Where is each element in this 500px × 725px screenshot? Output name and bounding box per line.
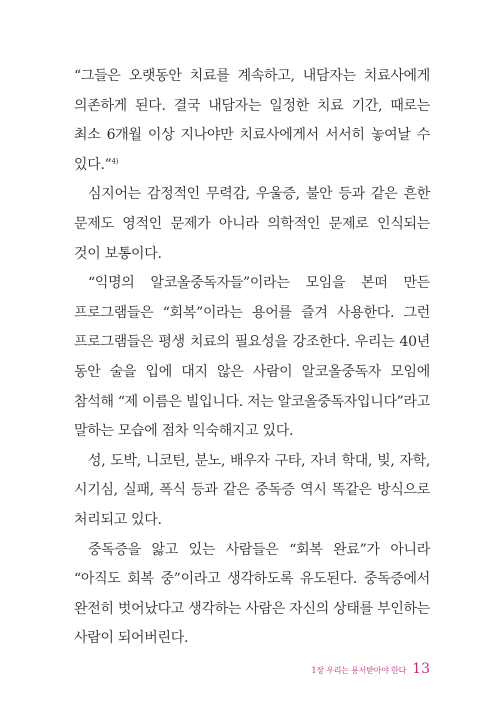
paragraph: 심지어는 감정적인 무력감, 우울증, 불안 등과 같은 흔한 문제도 영적인 문제가 아니라 의학적인 문제로 인식되는 것이 보통이다. [74, 186, 430, 262]
page-body [74, 62, 430, 654]
page-footer [311, 661, 430, 677]
page-number: 13 [412, 661, 430, 677]
paragraph: 중독증을 앓고 있는 사람들은 “회복 완료”가 아니라 “아직도 회복 중”이라고 생각하도록 유도된다. 중독증에서 완전히 벗어났다고 생각하는 사람은 자신의 상태를 부인하는 사람이 되어버린다. [74, 541, 430, 647]
running-head: 1장 우리는 용서받아야 한다 [311, 666, 407, 675]
paragraph: “익명의 알코올중독자들”이라는 모임을 본떠 만든 프로그램들은 “회복”이라는 용어를 즐겨 사용한다. 그런 프로그램들은 평생 치료의 필요성을 강조한다. 우리는 40년 동안 술을 입에 대지 않은 사람이 알코올중독자 모임에 참석해 “제 이름은 빌입니다. 저는 알코올중독자입니다”라고 말하는 모습에 점차 익숙해지고 있다. [74, 275, 430, 440]
paragraph: 성, 도박, 니코틴, 분노, 배우자 구타, 자녀 학대, 빚, 자학, 시기심, 실패, 폭식 등과 같은 중독증 역시 똑같은 방식으로 처리되고 있다. [74, 452, 430, 528]
paragraph-quote [74, 62, 430, 180]
paragraph-text: “그들은 오랫동안 치료를 계속하고, 내담자는 치료사에게 의존하게 된다. 결국 내담자는 일정한 치료 기간, 때로는 최소 6개월 이상 지나야만 치료사에게서 서서히 놓여날 수 있다.” [74, 68, 430, 173]
footnote-marker: 4) [111, 157, 119, 166]
